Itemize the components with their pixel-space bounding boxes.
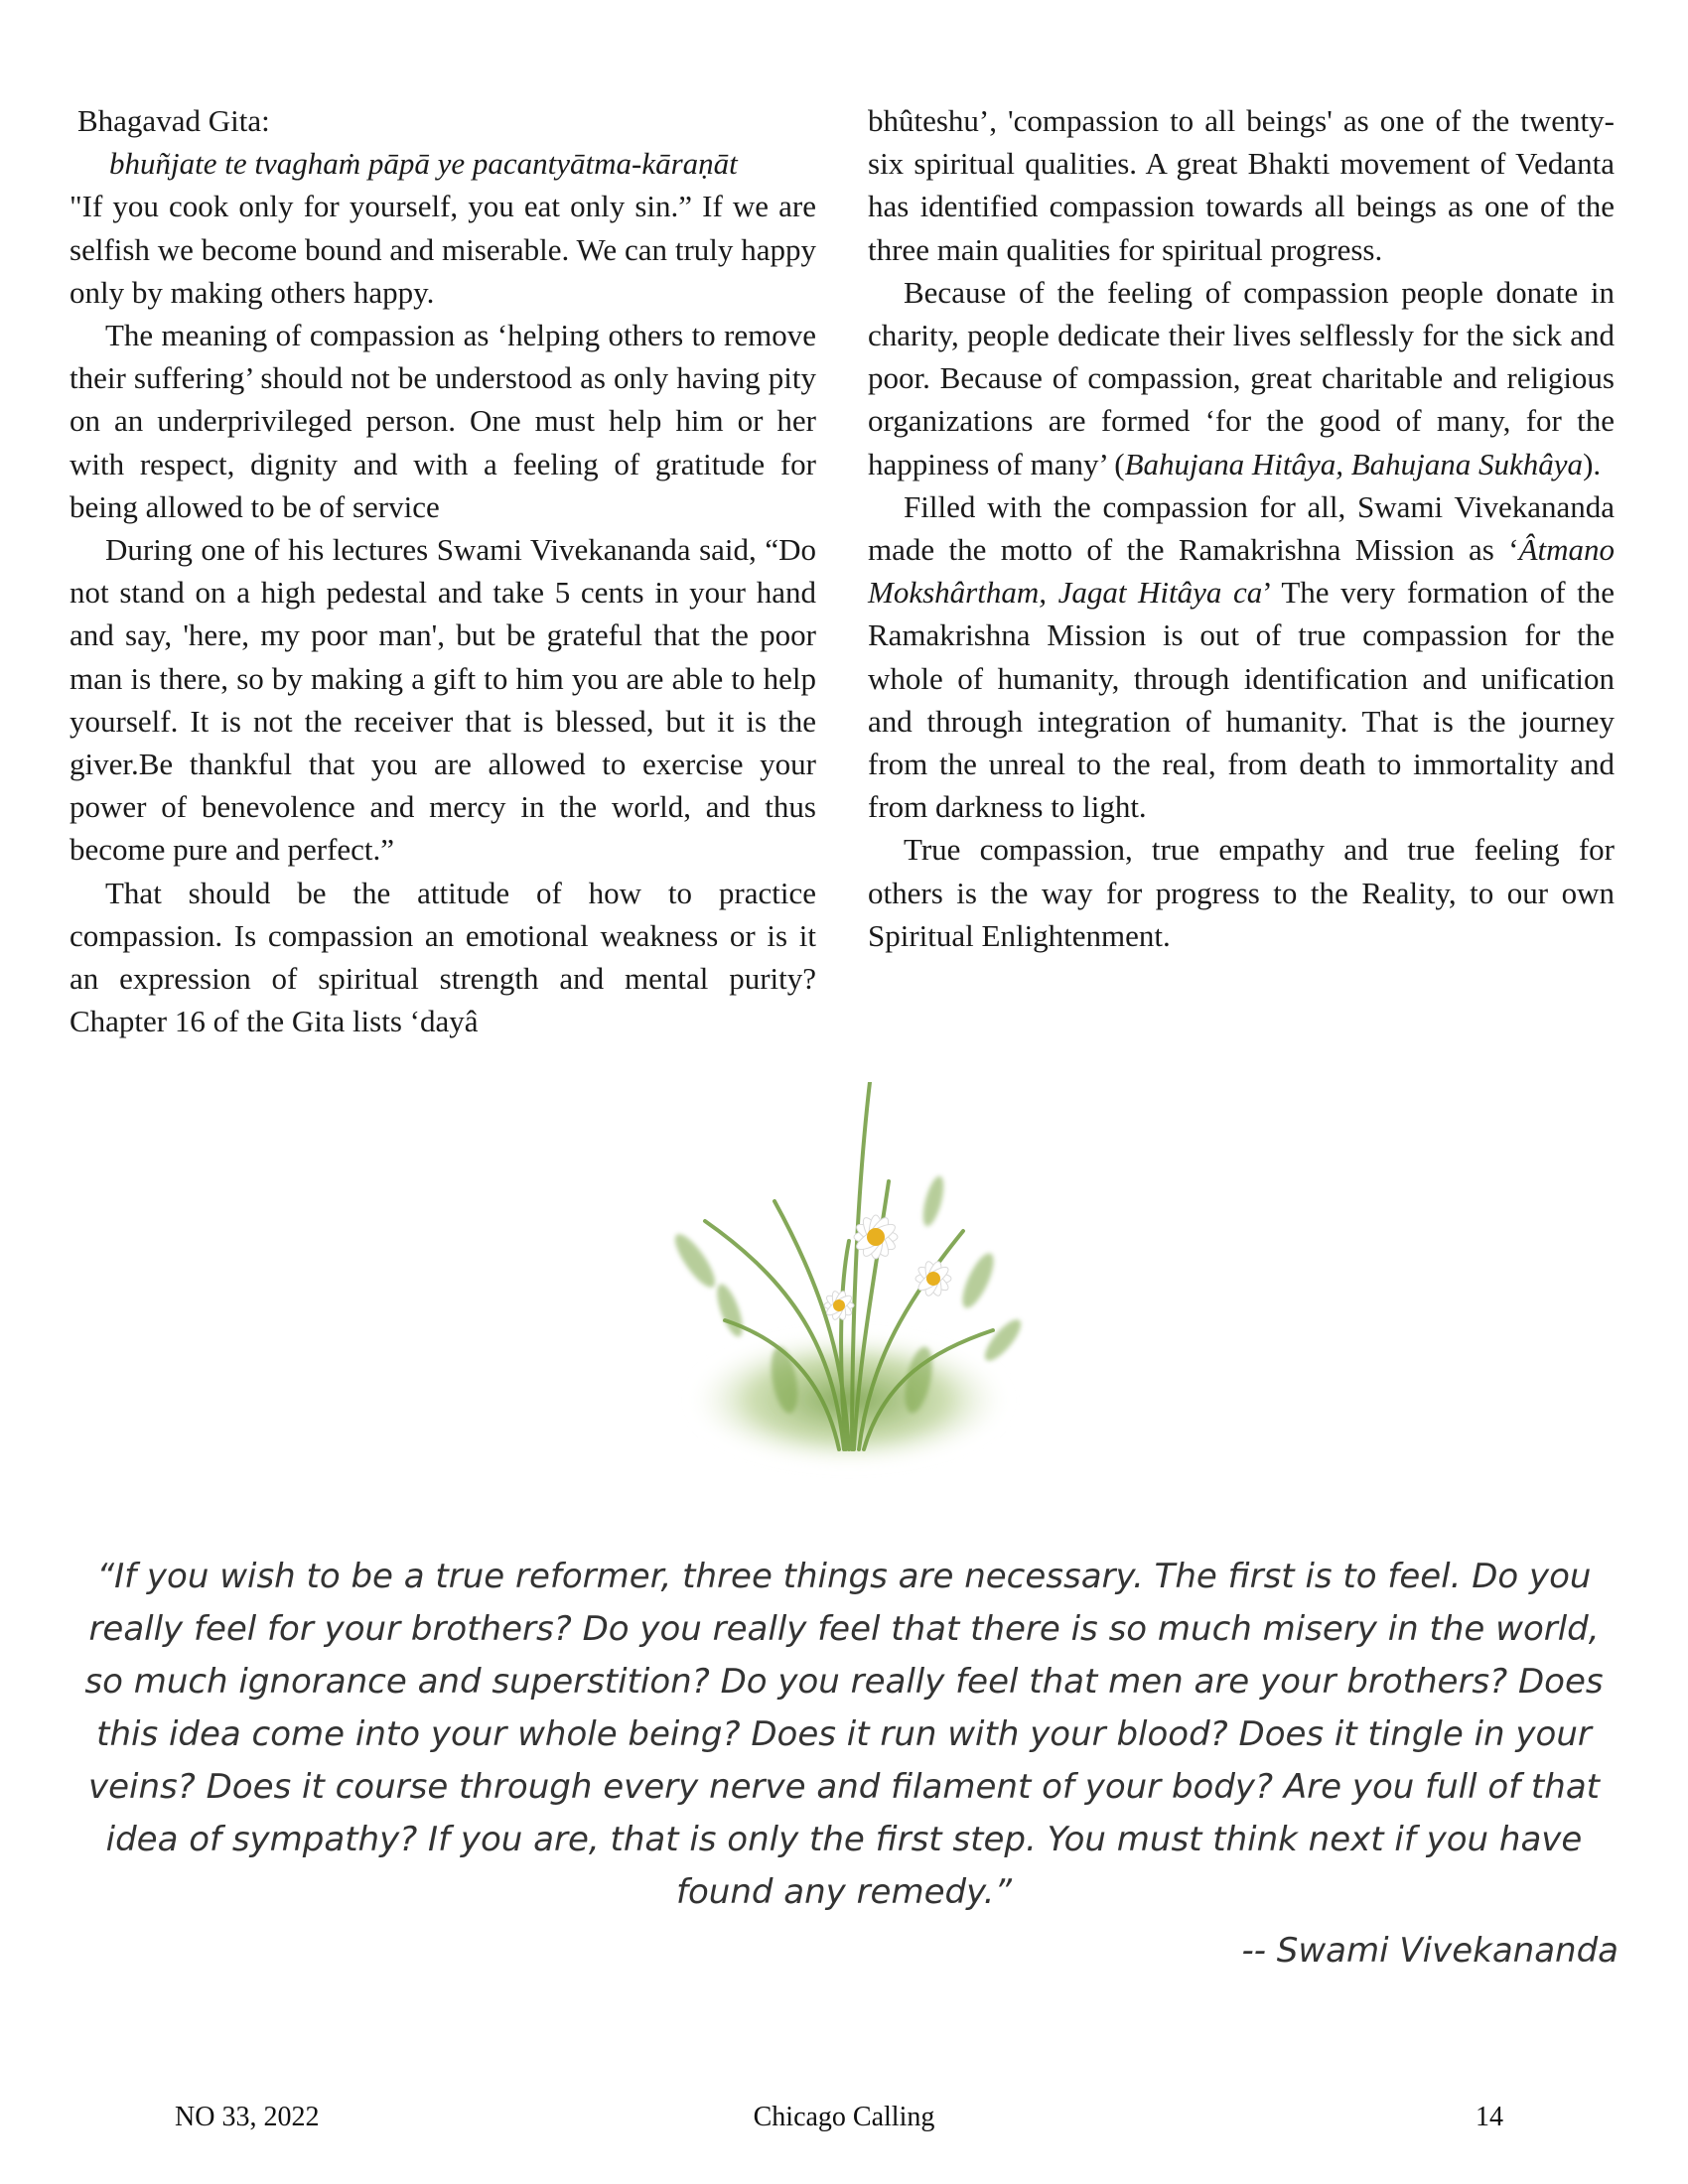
right-paragraph-2-end: ). — [1583, 446, 1602, 481]
daisy-3 — [824, 1290, 854, 1321]
right-paragraph-1: bhûteshu’, 'compassion to all beings' as one of the twenty-six spiritual qualities. A great Bhakti movement of Vedanta has identified compassion towards all beings as one of the three main qualities for spiritual progress. — [868, 103, 1615, 267]
bahujana-motto: Bahujana Hitâya, Bahujana Sukhâya — [1124, 446, 1584, 481]
daisy-1 — [853, 1214, 898, 1259]
right-paragraph-4: True compassion, true empathy and true feeling for others is the way for progress to the Reality, to our own Spiritual Enlightenment. — [868, 832, 1615, 953]
right-paragraph-3-end: ’ The very formation of the Ramakrishna Mission is out of true compassion for the whole of humanity, through identification and unification and through integration of humanity. That is the journey from the unreal to the real, from death to immortality and from darkness to light. — [868, 575, 1615, 825]
footer-issue: NO 33, 2022 — [175, 2102, 320, 2132]
right-paragraph-2-text: Because of the feeling of compassion people donate in charity, people dedicate their lives selflessly for the sick and poor. Because of compassion, great charitable and religious organizations are formed ‘for the good of many, for the happiness of many’ ( — [868, 274, 1615, 481]
quote-attribution: -- Swami Vivekananda — [1241, 1931, 1618, 1971]
right-paragraph-3-text: Filled with the compassion for all, Swami Vivekananda made the motto of the Ramakrishna Mission as ‘ — [868, 488, 1615, 568]
footer-page-number: 14 — [1476, 2102, 1503, 2132]
left-paragraph-3: During one of his lectures Swami Vivekananda said, “Do not stand on a high pedestal and take 5 cents in your hand and say, 'here, my poor man', but be grateful that the poor man is there, so by making a gift to him you are able to help yourself. It is not the receiver that is blessed, but it is the giver.Be thankful that you are allowed to exercise your power of benevolence and mercy in the world, and thus become pure and perfect.” — [70, 532, 816, 868]
left-column — [70, 99, 816, 1042]
daisy-2 — [915, 1260, 951, 1297]
left-paragraph-4: That should be the attitude of how to practice compassion. Is compassion an emotional weakness or is it an expression of spiritual strength and mental purity? Chapter 16 of the Gita lists ‘dayâ — [70, 875, 816, 1039]
right-paragraph-2 — [868, 271, 1615, 485]
bhagavad-gita-heading: Bhagavad Gita: — [77, 103, 270, 138]
sanskrit-sloka: bhuñjate te tvaghaṁ pāpā ye pacantyātma-kāraṇāt — [109, 146, 738, 182]
mission-motto: Âtmano Mokshârtham, Jagat Hitâya ca — [868, 532, 1615, 611]
left-paragraph-2: The meaning of compassion as ‘helping others to remove their suffering’ should not be understood as only having pity on an underprivileged person. One must help him or her with respect, dignity and with a feeling of gratitude for being allowed to be of service — [70, 318, 816, 524]
daisy-grass-illustration — [635, 1082, 1053, 1479]
right-paragraph-3 — [868, 485, 1615, 829]
right-column — [868, 99, 1615, 957]
vivekananda-quote: “If you wish to be a true reformer, three things are necessary. The first is to feel. Do you really feel for your brothers? Do you really feel that there is so much misery in the world, so much ignorance and superstition? Do you really feel that men are your brothers? Does this idea come into your whole being? Does it run with your blood? Does it tingle in your veins? Does it course through every nerve and filament of your body? Are you full of that idea of sympathy? If you are, that is only the first step. You must think next if you have found any remedy.” — [84, 1557, 1604, 1912]
footer-publication-title: Chicago Calling — [753, 2102, 935, 2132]
left-paragraph-1: "If you cook only for yourself, you eat only sin.” If we are selfish we become bound and miserable. We can truly happy only by making others happy. — [70, 189, 816, 310]
